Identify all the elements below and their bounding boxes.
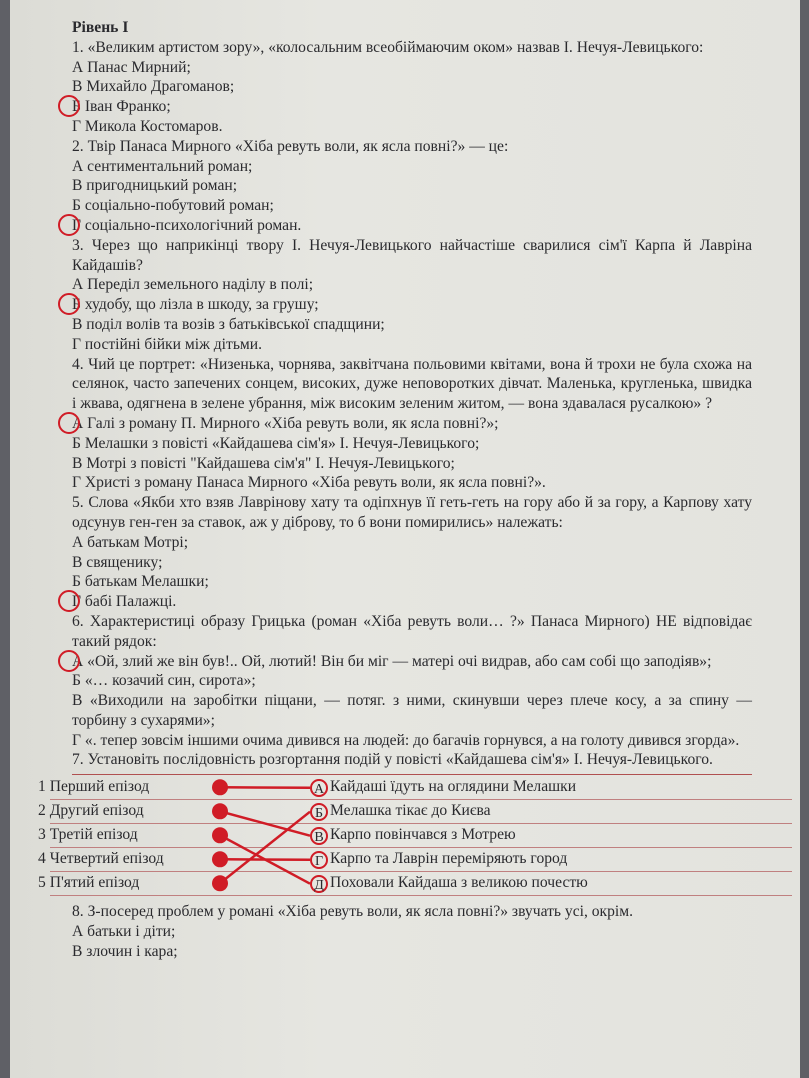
letter-a-circle: А [310,779,328,797]
question-7: 7. Установіть послідовність розгортання подій у повісті «Кайдашева сім'я» І. Нечуя-Левицького. [72,751,713,769]
match-row-1 [38,775,792,800]
q6-option-v[interactable]: В «Виходили на заробітки піщани, — потяг. з ними, скинувши через плече косу, а за спину — торбину з сухарями»; [72,692,752,729]
q1-option-a[interactable]: А Панас Мирний; [72,58,191,76]
q4-option-b[interactable]: Б Мелашки з повісті «Кайдашева сім'я» І. Нечуя-Левицького; [72,434,480,452]
match-row-3 [38,823,792,848]
q3-option-v[interactable]: В поділ волів та возів з батьківської спадщини; [72,315,385,333]
episode-5-label: 5 П'ятий епізод [38,874,140,892]
match-row-4 [38,847,792,872]
q1-option-b-text: Б Іван Франко; [72,98,171,116]
question-1: 1. «Великим артистом зору», «колосальним всеобіймаючим оком» назвав І. Нечуя-Левицького: [72,38,704,56]
matching-table [38,774,752,896]
question-5: 5. Слова «Якби хто взяв Лаврінову хату та одіпхнув її геть-геть на гору або й за гору, а Карпову хату одсунув ген-ген за ставок, аж у діброву, то б вони помирились» належать: [72,494,752,531]
q6-option-g[interactable]: Г «. тепер зовсім іншими очима дивився на людей: до багачів горнувся, а на голоту дивився згорда». [72,731,740,749]
q5-option-a[interactable]: А батькам Мотрі; [72,533,189,551]
letter-v-circle: В [310,827,328,845]
event-a-text: Кайдаші їдуть на оглядини Мелашки [330,778,577,796]
question-8: 8. З-посеред проблем у романі «Хіба ревуть воли, як ясла повні?» звучать усі, окрім. [72,903,634,921]
answer-circle-mark [58,214,80,236]
q3-option-g[interactable]: Г постійні бійки між дітьми. [72,335,263,353]
q2-option-b[interactable]: Б соціально-побутовий роман; [72,197,274,215]
episode-3-label: 3 Третій епізод [38,826,138,844]
q3-option-b[interactable] [72,295,752,315]
answer-circle-mark [58,293,80,315]
q3-option-b-text: Б худобу, що лізла в шкоду, за грушу; [72,296,319,314]
letter-b-circle: Б [310,803,328,821]
event-g-text: Карпо та Лаврін переміряють город [330,850,568,868]
q4-option-g[interactable]: Г Христі з роману Панаса Мирного «Хіба ревуть воли, як ясла повні?». [72,474,546,492]
q2-option-v[interactable]: В пригодницький роман; [72,177,238,195]
letter-g-circle: Г [310,851,328,869]
q6-option-a-text: А «Ой, злий же він був!.. Ой, лютий! Він би міг — матері очі видрав, або сам собі що заподіяв»; [72,652,712,670]
q2-option-g-text: Г соціально-психологічний роман. [72,216,302,234]
q5-option-v[interactable]: В священику; [72,553,163,571]
answer-circle-mark [58,590,80,612]
event-v[interactable] [310,825,516,845]
q6-option-a[interactable] [72,652,752,672]
q2-option-a[interactable]: А сентиментальний роман; [72,157,253,175]
q1-option-b[interactable] [72,97,752,117]
event-b[interactable] [310,801,491,821]
match-row-5 [38,871,792,896]
q1-option-v[interactable]: В Михайло Драгоманов; [72,78,235,96]
episode-1-label: 1 Перший епізод [38,778,150,796]
episode-2-label: 2 Другий епізод [38,802,144,820]
event-a[interactable] [310,777,576,797]
letter-d-circle: Д [310,875,328,893]
q3-option-a[interactable]: А Переділ земельного наділу в полі; [72,276,314,294]
q5-option-b[interactable]: Б батькам Мелашки; [72,573,209,591]
event-d-text: Поховали Кайдаша з великою почестю [330,874,588,892]
worksheet-page [10,0,800,1078]
test-content [38,18,752,962]
q8-option-a[interactable]: А батьки і діти; [72,923,176,941]
q4-option-a[interactable] [72,414,752,434]
event-v-text: Карпо повінчався з Мотрею [330,826,516,844]
episode-4-label: 4 Четвертий епізод [38,850,164,868]
match-row-2 [38,799,792,824]
event-b-text: Мелашка тікає до Києва [330,802,491,820]
q5-option-g[interactable] [72,592,752,612]
question-4: 4. Чий це портрет: «Низенька, чорнява, заквітчана польовими квітами, вона й трохи не була схожа на селянок, часто запечених сонцем, високих, дуже неповоротких дівчат. Маленька, кругленька, швидка і жвава, одягнена в зелене убрання, між високим зеленим житом, — вона здавалася русалкою» ? [72,355,752,413]
q1-option-g[interactable]: Г Микола Костомаров. [72,117,223,135]
event-d[interactable] [310,873,588,893]
answer-circle-mark [58,412,80,434]
q8-option-v[interactable]: В злочин і кара; [72,942,178,960]
q4-option-a-text: А Галі з роману П. Мирного «Хіба ревуть воли, як ясла повні?»; [72,414,499,432]
question-2: 2. Твір Панаса Мирного «Хіба ревуть воли, як ясла повні?» — це: [72,137,509,155]
question-6: 6. Характеристиці образу Грицька (роман «Хіба ревуть воли… ?» Панаса Мирного) НЕ відповідає такий рядок: [72,612,752,650]
q5-option-g-text: Г бабі Палажці. [72,593,177,611]
q6-option-b[interactable]: Б «… козачий син, сирота»; [72,672,256,690]
event-g[interactable] [310,849,567,869]
q4-option-v[interactable]: В Мотрі з повісті "Кайдашева сім'я" І. Нечуя-Левицького; [72,454,455,472]
level-heading: Рівень І [72,19,129,36]
q2-option-g[interactable] [72,216,752,236]
question-3: 3. Через що наприкінці твору І. Нечуя-Левицького найчастіше сварилися сім'ї Карпа й Лаврiна Кайдашів? [72,236,752,274]
answer-circle-mark [58,650,80,672]
